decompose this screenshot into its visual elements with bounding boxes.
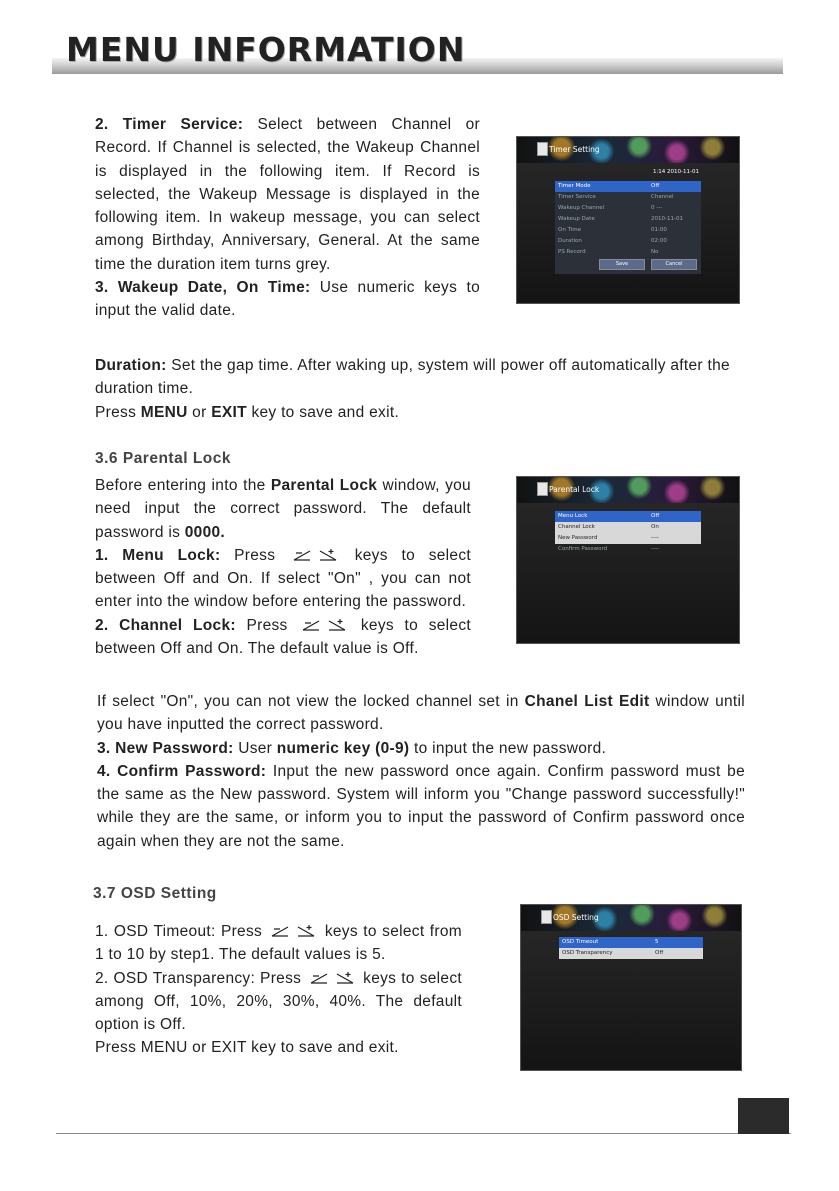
osd-menu bbox=[559, 937, 703, 959]
osd-timeout-paragraph bbox=[95, 920, 462, 967]
menu-row-value: ---- bbox=[651, 535, 659, 541]
text: window until you have inputted the correct password. bbox=[97, 693, 746, 734]
menu-row[interactable] bbox=[555, 181, 701, 192]
menu-row-label: Confirm Password bbox=[558, 546, 608, 552]
menu-row-value: 0 --- bbox=[651, 205, 663, 211]
page-title: MENU INFORMATION bbox=[66, 30, 466, 69]
text: keys to select among Off, 10%, 20%, 30%, 40%. The default option is Off. bbox=[95, 969, 462, 1034]
minus-key-icon bbox=[309, 971, 329, 985]
text: window, you need input the correct password. The default password is bbox=[95, 477, 471, 541]
wakeup-date-label: 3. Wakeup Date, On Time: bbox=[95, 279, 311, 297]
timer-service-label: 2. Timer Service: bbox=[95, 116, 244, 133]
document-icon bbox=[537, 142, 548, 156]
menu-row[interactable] bbox=[555, 533, 701, 544]
parental-intro-paragraph bbox=[95, 474, 471, 544]
menu-row[interactable] bbox=[555, 225, 701, 236]
menu-row-value: 01:00 bbox=[651, 227, 667, 233]
menu-key: MENU bbox=[140, 403, 188, 421]
menu-row-label: New Password bbox=[558, 535, 598, 541]
menu-row-label: Timer Mode bbox=[558, 183, 591, 189]
duration-paragraph bbox=[95, 354, 743, 401]
timer-section bbox=[95, 113, 480, 323]
left-right-keys-icon bbox=[267, 920, 319, 943]
menu-row[interactable] bbox=[555, 247, 701, 258]
menu-row-value: Off bbox=[651, 513, 660, 519]
text: keys to select from 1 to 10 by step1. The default values is 5. bbox=[95, 923, 463, 964]
screen-body bbox=[521, 931, 741, 1070]
confirm-password-label: 4. Confirm Password: bbox=[97, 762, 267, 780]
osd-transparency-paragraph bbox=[95, 967, 462, 1037]
duration-section bbox=[95, 354, 743, 424]
screen-clock: 1:14 2010-11-01 bbox=[652, 169, 699, 175]
numeric-key-term: numeric key (0-9) bbox=[276, 739, 410, 757]
plus-key-icon bbox=[327, 618, 347, 632]
parental-menu bbox=[555, 511, 701, 555]
menu-row[interactable] bbox=[555, 192, 701, 203]
wakeup-date-paragraph bbox=[95, 276, 480, 323]
menu-row[interactable] bbox=[555, 522, 701, 533]
wakeup-date-text: Use numeric keys to input the valid date. bbox=[95, 279, 480, 320]
menu-row-value: 02:00 bbox=[651, 238, 667, 244]
parental-lock-screenshot bbox=[516, 476, 740, 644]
menu-lock-label: 1. Menu Lock: bbox=[95, 546, 221, 564]
document-icon bbox=[541, 910, 552, 924]
text: Input the new password once again. Confirm password must be the same as the New password. System will inform you "Change password successfully!" while they are the same, or inform you to input the password of Confirm password once again when they are not the same. bbox=[97, 762, 745, 850]
duration-text: Set the gap time. After waking up, system will power off automatically after the duration time. bbox=[95, 357, 730, 398]
parental-details bbox=[97, 690, 745, 853]
text: keys to select between Off and On. The default value is Off. bbox=[95, 616, 471, 658]
new-password-label: 3. New Password: bbox=[97, 739, 234, 757]
chanel-list-edit-term: Chanel List Edit bbox=[524, 693, 650, 710]
channel-lock-paragraph bbox=[95, 614, 471, 661]
menu-row[interactable] bbox=[559, 937, 703, 948]
timer-setting-screenshot bbox=[516, 136, 740, 304]
screen-body bbox=[517, 503, 739, 643]
left-right-keys-icon bbox=[289, 544, 341, 567]
parental-lock-term: Parental Lock bbox=[270, 477, 378, 494]
menu-row-value: Channel bbox=[651, 194, 674, 200]
menu-row-label: Wakeup Channel bbox=[558, 205, 605, 211]
menu-row-label: Channel Lock bbox=[558, 524, 595, 530]
menu-row[interactable] bbox=[555, 203, 701, 214]
plus-key-icon bbox=[318, 548, 338, 562]
text: 2. OSD Transparency: Press bbox=[95, 969, 307, 987]
osd-setting-heading: 3.7 OSD Setting bbox=[93, 885, 217, 902]
save-exit-paragraph bbox=[95, 401, 743, 424]
left-right-keys-icon bbox=[298, 614, 350, 637]
text: 1. OSD Timeout: Press bbox=[95, 923, 268, 940]
plus-key-icon bbox=[335, 971, 355, 985]
text: Press bbox=[220, 546, 289, 564]
screen-banner bbox=[517, 137, 739, 163]
timer-service-paragraph bbox=[95, 113, 480, 276]
text: Press bbox=[235, 616, 299, 634]
menu-row-value: ---- bbox=[651, 546, 659, 552]
screen-title: Parental Lock bbox=[549, 485, 600, 494]
screen-title: Timer Setting bbox=[549, 145, 600, 154]
menu-row[interactable] bbox=[555, 511, 701, 522]
minus-key-icon bbox=[270, 924, 290, 938]
text: If select "On", you can not view the locked channel set in bbox=[97, 693, 525, 710]
menu-row-value: On bbox=[651, 524, 659, 530]
menu-row-label: OSD Timeout bbox=[562, 939, 599, 945]
menu-row[interactable] bbox=[555, 544, 701, 555]
new-password-paragraph bbox=[97, 737, 745, 760]
osd-setting-screenshot bbox=[520, 904, 742, 1071]
osd-text bbox=[95, 920, 462, 1060]
menu-row[interactable] bbox=[555, 236, 701, 247]
text: or bbox=[187, 403, 212, 421]
minus-key-icon bbox=[292, 548, 312, 562]
duration-label: Duration: bbox=[95, 357, 167, 374]
save-button[interactable]: Save bbox=[599, 259, 645, 270]
footer-rule bbox=[56, 1133, 791, 1134]
text: key to save and exit. bbox=[246, 403, 400, 421]
menu-row-value: Off bbox=[651, 183, 660, 189]
cancel-button[interactable]: Cancel bbox=[651, 259, 697, 270]
screen-body bbox=[517, 163, 739, 303]
text: Press bbox=[95, 403, 141, 421]
menu-row-label: Menu Lock bbox=[558, 513, 588, 519]
locked-channel-paragraph bbox=[97, 690, 745, 737]
menu-row-value: No bbox=[651, 249, 659, 255]
screen-banner bbox=[521, 905, 741, 931]
text: User bbox=[233, 739, 277, 757]
parental-intro bbox=[95, 474, 471, 660]
menu-row-label: Duration bbox=[558, 238, 582, 244]
screen-banner bbox=[517, 477, 739, 503]
default-password: 0000. bbox=[184, 523, 226, 541]
exit-key: EXIT bbox=[211, 403, 247, 421]
text: keys to select between Off and On. If select "On" , you can not enter into the window before entering the password. bbox=[95, 546, 471, 611]
menu-row-label: On Time bbox=[558, 227, 582, 233]
menu-row[interactable] bbox=[555, 214, 701, 225]
menu-row-value: 2010-11-01 bbox=[651, 216, 683, 222]
menu-lock-paragraph bbox=[95, 544, 471, 614]
screen-title: OSD Setting bbox=[553, 913, 599, 922]
parental-lock-heading: 3.6 Parental Lock bbox=[95, 450, 232, 467]
timer-service-text: Select between Channel or Record. If Channel is selected, the Wakeup Channel is displayed in the following item. If Record is selected, the Wakeup Message is displayed in the following item. In wakeup message, you can select among Birthday, Anniversary, General. At the same time the duration item turns grey. bbox=[95, 116, 480, 273]
menu-row[interactable] bbox=[559, 948, 703, 959]
menu-row-label: Wakeup Date bbox=[558, 216, 595, 222]
text: to input the new password. bbox=[409, 739, 607, 757]
page-number-tab bbox=[738, 1098, 789, 1134]
menu-row-label: OSD Transparency bbox=[562, 950, 613, 956]
minus-key-icon bbox=[301, 618, 321, 632]
document-icon bbox=[537, 482, 548, 496]
menu-row-label: Timer Service bbox=[558, 194, 596, 200]
osd-save-paragraph: Press MENU or EXIT key to save and exit. bbox=[95, 1039, 399, 1057]
text: Before entering into the bbox=[95, 477, 271, 494]
menu-row-value: 5 bbox=[655, 939, 659, 945]
confirm-password-paragraph bbox=[97, 760, 745, 853]
channel-lock-label: 2. Channel Lock: bbox=[95, 616, 236, 634]
menu-row-label: PS Record bbox=[558, 249, 586, 255]
menu-row-value: Off bbox=[655, 950, 664, 956]
left-right-keys-icon bbox=[306, 967, 358, 990]
plus-key-icon bbox=[296, 924, 316, 938]
